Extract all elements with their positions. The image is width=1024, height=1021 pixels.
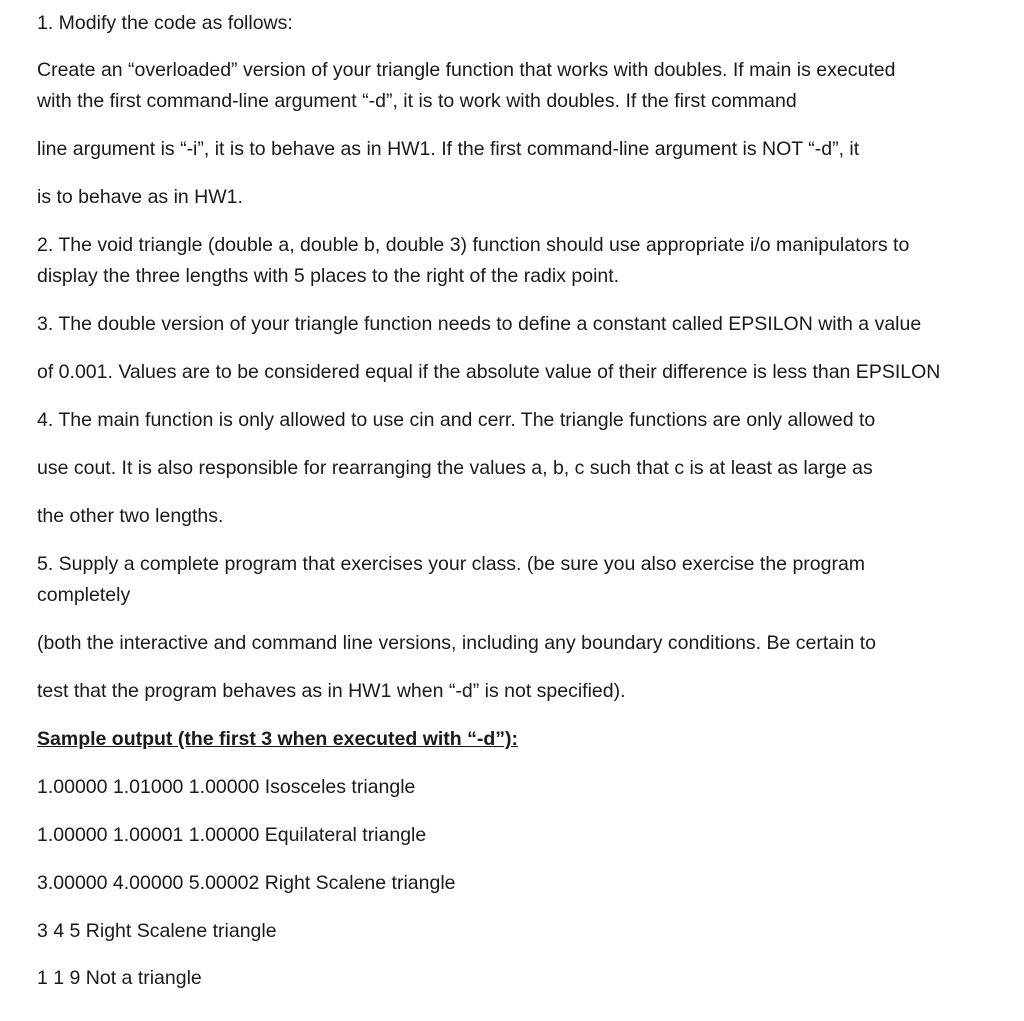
item2-line2: display the three lengths with 5 places to the right of the radix point. — [37, 265, 620, 287]
item4-line2: use cout. It is also responsible for rearranging the values a, b, c such that c is at least as large as — [37, 457, 873, 479]
item1-para3-line1: is to behave as in HW1. — [37, 186, 243, 208]
item1-para1-line1: Create an “overloaded” version of your triangle function that works with doubles. If main is executed — [37, 59, 896, 81]
sample-output-line: 3 4 5 Right Scalene triangle — [37, 920, 277, 942]
item5-line1: 5. Supply a complete program that exercises your class. (be sure you also exercise the program — [37, 553, 866, 575]
item1-para1-line2: with the first command-line argument “-d”, it is to work with doubles. If the first command — [37, 90, 797, 112]
item5-line3: (both the interactive and command line versions, including any boundary conditions. Be certain to — [37, 632, 876, 654]
item4-line1: 4. The main function is only allowed to use cin and cerr. The triangle functions are only allowed to — [37, 409, 876, 431]
item3-line2: of 0.001. Values are to be considered equal if the absolute value of their difference is less than EPSILON — [37, 361, 941, 383]
item5-line2: completely — [37, 584, 131, 606]
item4-line3: the other two lengths. — [37, 505, 224, 527]
item1-title: 1. Modify the code as follows: — [37, 12, 293, 34]
sample-output-line: 1.00000 1.00001 1.00000 Equilateral triangle — [37, 824, 427, 846]
item2-line1: 2. The void triangle (double a, double b, double 3) function should use appropriate i/o manipulators to — [37, 234, 910, 256]
sample-output-line: 1.00000 1.01000 1.00000 Isosceles triangle — [37, 776, 416, 798]
item3-line1: 3. The double version of your triangle function needs to define a constant called EPSILON with a value — [37, 313, 922, 335]
item5-line4: test that the program behaves as in HW1 when “-d” is not specified). — [37, 680, 626, 702]
item1-para2-line1: line argument is “-i”, it is to behave as in HW1. If the first command-line argument is NOT “-d”, it — [37, 138, 860, 160]
sample-output-line: 1 1 9 Not a triangle — [37, 967, 202, 989]
sample-output-heading: Sample output (the first 3 when executed with “-d”): — [37, 728, 519, 750]
sample-output-line: 3.00000 4.00000 5.00002 Right Scalene triangle — [37, 872, 456, 894]
